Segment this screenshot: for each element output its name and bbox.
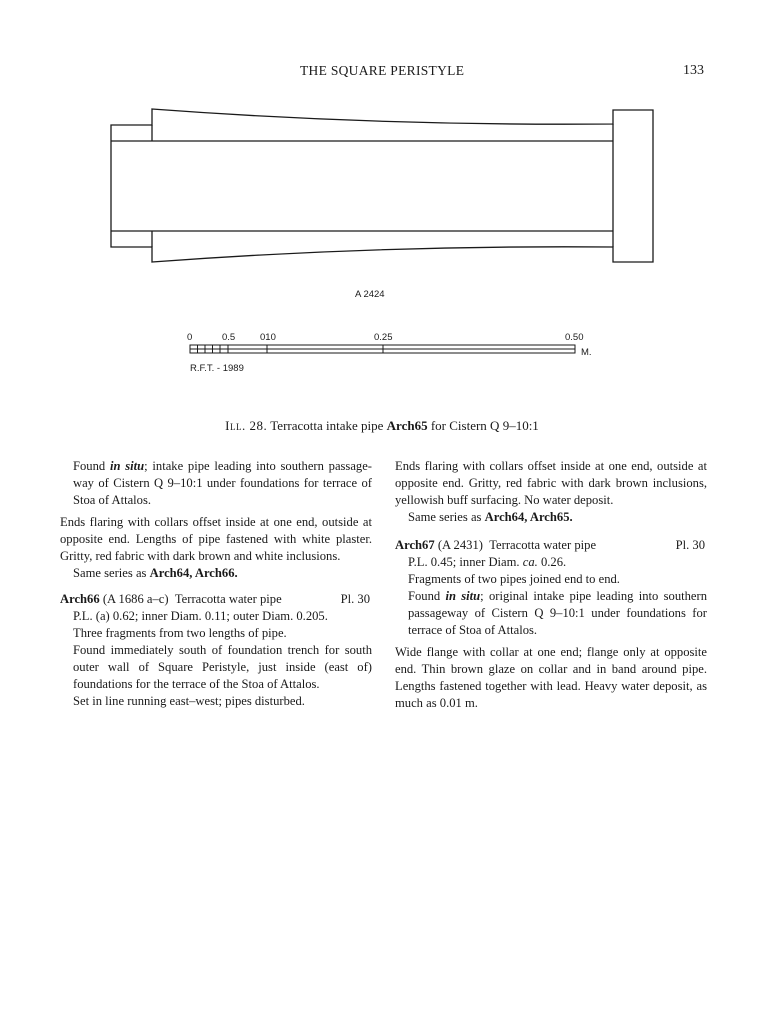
fragments-note: Fragments of two pipes joined end to end. bbox=[408, 572, 620, 586]
catalog-entry-heading bbox=[395, 537, 707, 554]
same-series-line: Same series as Arch64, Arch65. bbox=[408, 510, 573, 524]
drafter-credit: R.F.T. - 1989 bbox=[190, 363, 244, 374]
context-note: Set in line running east–west; pipes disturbed. bbox=[73, 694, 305, 708]
scale-tick-label: 0 bbox=[187, 332, 193, 343]
entry-plate: Pl. 30 bbox=[340, 592, 370, 606]
page-number: 133 bbox=[683, 63, 704, 78]
scale-unit: M. bbox=[581, 347, 592, 358]
right-column bbox=[395, 458, 707, 712]
fragments-note: Three fragments from two lengths of pipe. bbox=[73, 626, 287, 640]
caption-catalog-ref: Arch65 bbox=[386, 418, 428, 433]
measurements: P.L. 0.45; inner Diam. ca. 0.26. bbox=[408, 555, 567, 569]
caption-label: Ill. 28. bbox=[225, 418, 268, 433]
entry-catalog-number: (A 1686 a–c) bbox=[102, 592, 169, 606]
caption-text: Terracotta intake pipe bbox=[270, 418, 384, 433]
scale-bar bbox=[187, 332, 592, 374]
scale-tick-label: 0.25 bbox=[374, 332, 393, 343]
found-paragraph: Found in situ; intake pipe leading into southern passage-way of Cistern Q 9–10:1 under foundations for terrace of Stoa of Attalos. bbox=[73, 459, 373, 507]
entry-id: Arch66 bbox=[60, 592, 100, 606]
findspot: Found in situ; original intake pipe leading into southern passageway of Cistern Q 9–10:1 under foundations for terrace of Stoa of Attalos. bbox=[408, 589, 707, 637]
entry-id: Arch67 bbox=[395, 538, 435, 552]
pipe-drawing-figure bbox=[0, 0, 764, 400]
description-paragraph: Wide flange with collar at one end; flange only at opposite end. Thin brown glaze on collar and in band around pipe. Lengths fastened together with lead. Heavy water deposit, as much as 0.01 m. bbox=[395, 645, 707, 710]
same-series-line: Same series as Arch64, Arch66. bbox=[73, 566, 238, 580]
entry-title: Terracotta water pipe bbox=[489, 538, 597, 552]
scale-tick-label: 010 bbox=[260, 332, 276, 343]
entry-title: Terracotta water pipe bbox=[174, 592, 282, 606]
left-column bbox=[60, 458, 372, 710]
entry-catalog-number: (A 2431) bbox=[437, 538, 483, 552]
description-paragraph: Ends flaring with collars offset inside at one end, outside at opposite end. Lengths of pipe fastened with white plaster. Gritty, red fabric with dark brown and white inclusions. bbox=[60, 515, 372, 563]
figure-caption bbox=[0, 418, 764, 434]
entry-plate: Pl. 30 bbox=[675, 538, 705, 552]
findspot: Found immediately south of foundation trench for south outer wall of Square Peristyle, just inside (east of) foundations for the terrace of the Stoa of Attalos. bbox=[73, 643, 372, 691]
running-head: THE SQUARE PERISTYLE bbox=[300, 63, 465, 78]
catalog-entry-heading bbox=[60, 591, 372, 608]
caption-text: for Cistern Q 9–10:1 bbox=[430, 418, 539, 433]
object-label: A 2424 bbox=[355, 289, 385, 300]
scale-tick-label: 0.5 bbox=[222, 332, 236, 343]
measurements: P.L. (a) 0.62; inner Diam. 0.11; outer Diam. 0.205. bbox=[73, 609, 328, 623]
description-paragraph: Ends flaring with collars offset inside at one end, outside at opposite end. Gritty, red fabric with dark brown inclusions, yellowish buff surfacing. No water deposit. bbox=[395, 459, 707, 507]
scale-tick-label: 0.50 bbox=[565, 332, 584, 343]
pipe-outline bbox=[111, 109, 653, 262]
